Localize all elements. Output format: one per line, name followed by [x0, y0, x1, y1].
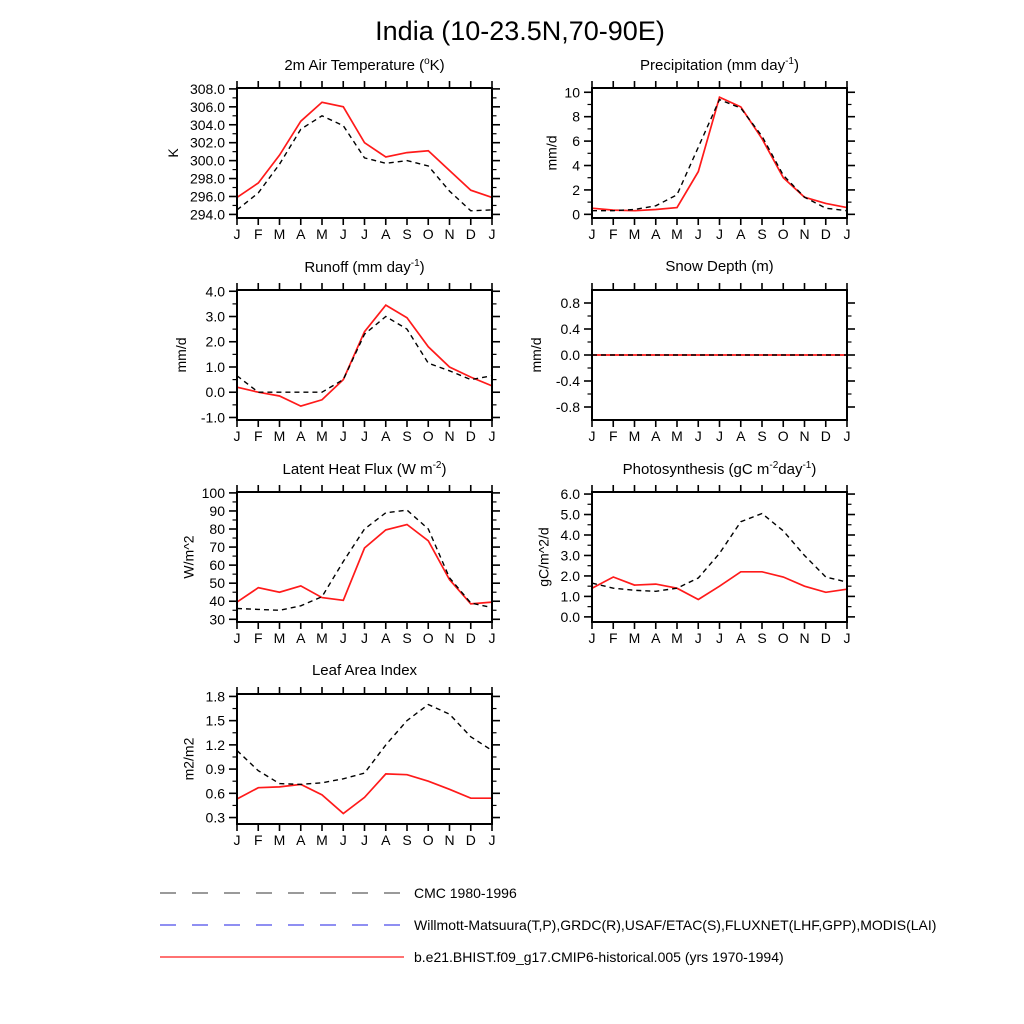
y-tick-label: 302.0 — [189, 134, 225, 151]
chart-latent-heat-flux-title: Latent Heat Flux (W $m^{-2}$) — [282, 460, 447, 478]
y-tick-label: 50 — [209, 575, 225, 592]
x-tick-label: N — [444, 832, 455, 848]
series-model — [237, 525, 492, 604]
x-tick-label: M — [628, 226, 641, 242]
y-tick-label: 3.0 — [205, 308, 225, 325]
x-tick-label: N — [799, 226, 810, 242]
x-tick-label: O — [422, 428, 434, 444]
y-tick-label: 2.0 — [560, 567, 580, 584]
x-tick-label: D — [820, 630, 831, 646]
x-tick-label: O — [777, 428, 789, 444]
y-tick-label: 6.0 — [560, 486, 580, 503]
series-obs — [237, 510, 492, 610]
legend-line-model-run — [160, 952, 404, 962]
series-obs — [237, 116, 492, 211]
y-tick-label: 306.0 — [189, 98, 225, 115]
y-tick-label: 1.2 — [205, 736, 225, 753]
x-tick-label: A — [381, 428, 391, 444]
x-tick-label: M — [671, 226, 683, 242]
legend-entry-obs-datasets — [160, 916, 936, 932]
y-tick-label: 100 — [201, 484, 225, 501]
y-tick-label: 2 — [572, 181, 580, 198]
plot-frame — [237, 694, 492, 824]
chart-photosynthesis-title: Photosynthesis (gC $m^{-2}day^{-1}$) — [622, 460, 817, 478]
x-tick-label: F — [608, 226, 618, 242]
plot-frame — [237, 290, 492, 420]
x-tick-label: F — [608, 428, 618, 444]
x-tick-label: S — [402, 832, 412, 848]
x-tick-label: M — [273, 428, 286, 444]
chart-precipitation-plot — [517, 80, 887, 258]
plot-frame — [237, 88, 492, 218]
chart-precipitation — [517, 54, 887, 266]
y-tick-label: -1.0 — [200, 409, 225, 426]
legend-label-cmc: CMC 1980-1996 — [414, 884, 517, 901]
x-tick-label: M — [273, 226, 286, 242]
y-axis-label: gC/m^2/d — [535, 527, 552, 587]
x-tick-label: A — [651, 226, 661, 242]
x-tick-label: A — [736, 630, 746, 646]
x-tick-label: A — [651, 630, 661, 646]
y-tick-label: 60 — [209, 557, 225, 574]
legend-label-model-run: b.e21.BHIST.f09_g17.CMIP6-historical.005 (yrs 1970-1994) — [414, 948, 784, 965]
x-tick-label: J — [339, 630, 347, 646]
x-tick-label: F — [253, 832, 263, 848]
series-model — [237, 102, 492, 197]
x-tick-label: A — [381, 630, 391, 646]
x-tick-label: M — [671, 428, 683, 444]
x-tick-label: S — [757, 428, 767, 444]
chart-photosynthesis-plot — [517, 484, 887, 662]
y-tick-label: 0.4 — [560, 321, 580, 337]
x-tick-label: J — [339, 832, 347, 848]
series-obs — [592, 514, 847, 592]
x-tick-label: S — [402, 428, 412, 444]
x-tick-label: J — [488, 832, 496, 848]
y-axis-label: m2/m2 — [180, 737, 197, 781]
y-axis-label: W/m^2 — [180, 535, 197, 579]
x-tick-label: S — [757, 226, 767, 242]
x-tick-label: J — [488, 226, 496, 242]
y-tick-label: 0.6 — [205, 785, 225, 802]
x-tick-label: D — [465, 428, 476, 444]
x-tick-label: J — [361, 630, 368, 646]
x-tick-label: A — [381, 226, 391, 242]
x-tick-label: J — [588, 630, 596, 646]
x-tick-label: F — [253, 428, 263, 444]
y-tick-label: 3.0 — [560, 547, 580, 564]
x-tick-label: N — [444, 428, 455, 444]
y-tick-label: 0.9 — [205, 761, 225, 778]
y-axis-label: mm/d — [172, 337, 189, 373]
y-tick-label: 1.0 — [205, 358, 225, 375]
x-tick-label: J — [233, 428, 241, 444]
y-tick-label: 294.0 — [189, 206, 225, 223]
y-tick-label: 4.0 — [560, 526, 580, 543]
x-tick-label: F — [608, 630, 618, 646]
x-tick-label: J — [843, 226, 851, 242]
legend-line-cmc — [160, 888, 404, 898]
y-tick-label: 0.0 — [560, 608, 580, 625]
x-tick-label: O — [777, 630, 789, 646]
plot-frame — [237, 492, 492, 622]
x-tick-label: A — [651, 428, 661, 444]
chart-photosynthesis — [517, 458, 887, 670]
series-model — [237, 774, 492, 814]
x-tick-label: J — [716, 630, 723, 646]
x-tick-label: J — [588, 428, 596, 444]
x-tick-label: M — [273, 630, 286, 646]
x-tick-label: O — [422, 226, 434, 242]
x-tick-label: F — [253, 630, 263, 646]
series-obs — [237, 317, 492, 393]
chart-latent-heat-flux — [162, 458, 532, 670]
x-tick-label: D — [820, 428, 831, 444]
chart-air-temperature-title: 2m Air Temperature ($^o$K) — [284, 56, 445, 74]
x-tick-label: M — [671, 630, 683, 646]
x-tick-label: A — [296, 630, 306, 646]
chart-runoff-title: Runoff (mm day$^{-1}$) — [304, 258, 425, 276]
x-tick-label: J — [694, 630, 702, 646]
y-tick-label: 298.0 — [189, 170, 225, 187]
y-tick-label: 1.5 — [205, 712, 225, 729]
y-tick-label: -0.8 — [555, 399, 580, 415]
x-tick-label: J — [361, 428, 368, 444]
y-tick-label: 0.0 — [205, 384, 225, 401]
x-tick-label: J — [488, 630, 496, 646]
x-tick-label: A — [736, 226, 746, 242]
x-tick-label: N — [799, 428, 810, 444]
y-tick-label: 4.0 — [205, 283, 225, 300]
x-tick-label: N — [444, 630, 455, 646]
x-tick-label: M — [316, 428, 328, 444]
chart-snow-depth — [517, 256, 887, 468]
x-tick-label: O — [422, 630, 434, 646]
y-tick-label: 0 — [572, 206, 580, 223]
chart-snow-depth-title: Snow Depth (m) — [665, 258, 774, 275]
x-tick-label: D — [465, 630, 476, 646]
x-tick-label: N — [444, 226, 455, 242]
chart-latent-heat-flux-plot — [162, 484, 532, 662]
x-tick-label: N — [799, 630, 810, 646]
legend-entry-model-run — [160, 948, 784, 964]
x-tick-label: A — [736, 428, 746, 444]
series-model — [237, 305, 492, 406]
x-tick-label: M — [316, 226, 328, 242]
y-tick-label: 6 — [572, 133, 580, 150]
chart-leaf-area-index-plot — [162, 686, 532, 864]
y-tick-label: 30 — [209, 611, 225, 628]
chart-leaf-area-index-title: Leaf Area Index — [311, 662, 418, 679]
legend-label-obs-datasets: Willmott-Matsuura(T,P),GRDC(R),USAF/ETAC(S),FLUXNET(LHF,GPP),MODIS(LAI) — [414, 916, 937, 933]
x-tick-label: A — [381, 832, 391, 848]
x-tick-label: D — [465, 832, 476, 848]
y-tick-label: 304.0 — [189, 116, 225, 133]
x-tick-label: S — [402, 630, 412, 646]
x-tick-label: J — [361, 832, 368, 848]
x-tick-label: J — [716, 226, 723, 242]
y-tick-label: 90 — [209, 502, 225, 519]
x-tick-label: J — [339, 428, 347, 444]
y-tick-label: 8 — [572, 108, 580, 125]
series-obs — [592, 100, 847, 211]
y-tick-label: 10 — [564, 84, 580, 101]
chart-air-temperature — [162, 54, 532, 266]
y-tick-label: 80 — [209, 521, 225, 538]
chart-runoff-plot — [162, 282, 532, 460]
x-tick-label: J — [233, 226, 241, 242]
x-tick-label: J — [588, 226, 596, 242]
x-tick-label: J — [488, 428, 496, 444]
x-tick-label: D — [465, 226, 476, 242]
x-tick-label: J — [694, 226, 702, 242]
x-tick-label: S — [402, 226, 412, 242]
y-tick-label: 0.3 — [205, 809, 225, 826]
chart-snow-depth-plot — [517, 282, 887, 460]
y-tick-label: -0.4 — [555, 373, 580, 389]
chart-precipitation-title: Precipitation (mm day$^{-1}$) — [640, 56, 799, 74]
y-tick-label: 5.0 — [560, 506, 580, 523]
x-tick-label: M — [628, 428, 641, 444]
x-tick-label: A — [296, 428, 306, 444]
x-tick-label: J — [233, 832, 241, 848]
x-tick-label: S — [757, 630, 767, 646]
x-tick-label: J — [843, 630, 851, 646]
y-tick-label: 1.8 — [205, 688, 225, 705]
x-tick-label: J — [233, 630, 241, 646]
legend-line-obs-datasets — [160, 920, 404, 930]
chart-leaf-area-index — [162, 660, 532, 872]
y-tick-label: 70 — [209, 539, 225, 556]
y-tick-label: 4 — [572, 157, 580, 174]
x-tick-label: A — [296, 226, 306, 242]
chart-air-temperature-plot — [162, 80, 532, 258]
y-tick-label: 296.0 — [189, 188, 225, 205]
x-tick-label: F — [253, 226, 263, 242]
y-tick-label: 0.0 — [560, 347, 580, 363]
x-tick-label: J — [843, 428, 851, 444]
x-tick-label: A — [296, 832, 306, 848]
x-tick-label: J — [361, 226, 368, 242]
series-model — [592, 97, 847, 211]
y-tick-label: 40 — [209, 593, 225, 610]
y-tick-label: 2.0 — [205, 333, 225, 350]
legend-entry-cmc — [160, 884, 517, 900]
y-tick-label: 0.8 — [560, 295, 580, 311]
series-model — [592, 572, 847, 600]
x-tick-label: M — [316, 832, 328, 848]
y-tick-label: 308.0 — [189, 80, 225, 97]
y-tick-label: 1.0 — [560, 588, 580, 605]
y-axis-label: mm/d — [527, 337, 544, 373]
x-tick-label: D — [820, 226, 831, 242]
page-title: India (10-23.5N,70-90E) — [375, 16, 665, 46]
plot-frame — [592, 492, 847, 622]
y-axis-label: mm/d — [543, 135, 560, 171]
x-tick-label: J — [339, 226, 347, 242]
x-tick-label: J — [694, 428, 702, 444]
series-obs — [237, 705, 492, 785]
x-tick-label: J — [716, 428, 723, 444]
y-tick-label: 300.0 — [189, 152, 225, 169]
x-tick-label: M — [628, 630, 641, 646]
y-axis-label: K — [165, 148, 181, 158]
chart-runoff — [162, 256, 532, 468]
x-tick-label: M — [273, 832, 286, 848]
x-tick-label: O — [777, 226, 789, 242]
x-tick-label: O — [422, 832, 434, 848]
x-tick-label: M — [316, 630, 328, 646]
